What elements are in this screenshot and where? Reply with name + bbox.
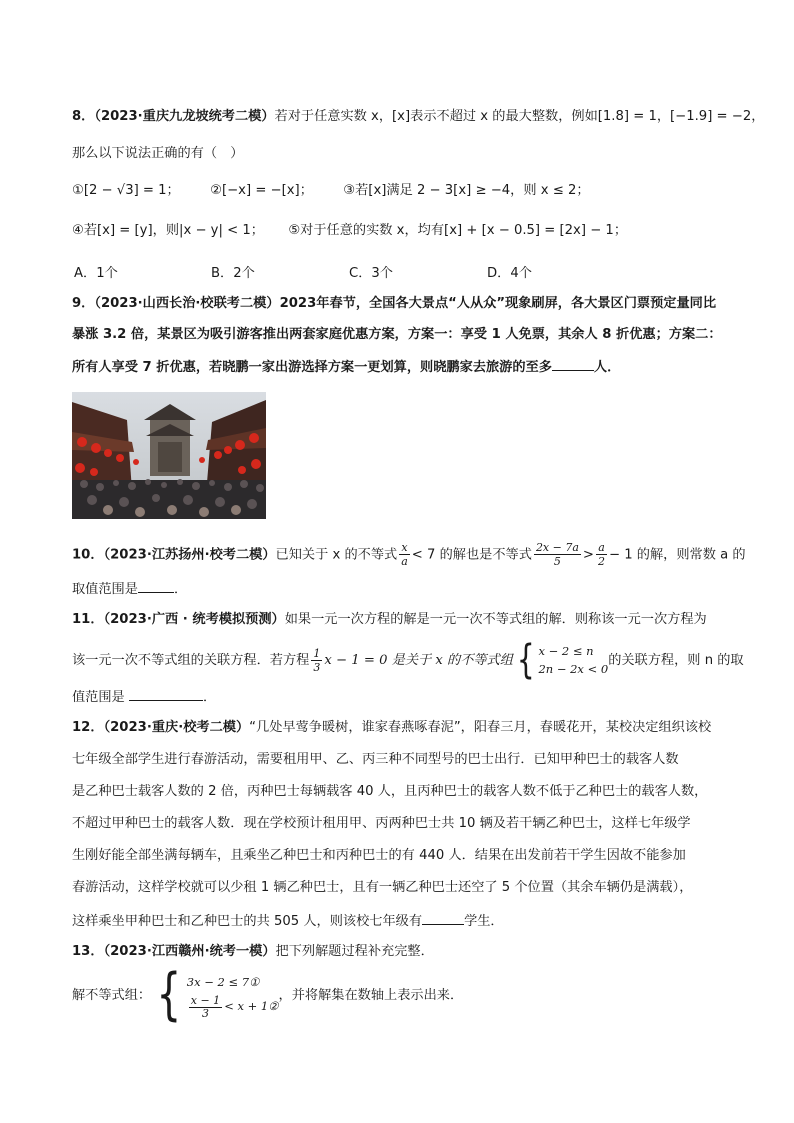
- q8-item5: ⑤对于任意的实数 x，均有[x] + [x − 0.5] = [2x] − 1；: [288, 223, 628, 238]
- q12-line6: 春游活动，这样学校就可以少租 1 辆乙种巴士，且有一辆乙种巴士还空了 5 个位置（其余车辆仍是满载），: [72, 880, 693, 895]
- q12-line4: 不超过甲种巴士的载客人数．现在学校预计租用甲、丙两种巴士共 10 辆及若干辆乙种巴士，这样七年级学: [72, 816, 691, 831]
- q9-source: 9．（2023·山西长治·校联考二模）: [72, 296, 280, 311]
- q13-system-line: 解不等式组：{ 3x − 2 ≤ 7① $\frac{x - 1}{3}$ < x + 1② ，并将解集在数轴上表示出来．: [72, 962, 464, 1027]
- q9-line2: 暴涨 3.2 倍，某景区为吸引游客推出两套家庭优惠方案，方案一：享受 1 人免票，其余人 8 折优惠；方案二：: [72, 327, 722, 342]
- q11-system: x − 2 ≤ n 2n − 2x < 0: [538, 644, 609, 676]
- q12-source: 12．（2023·重庆·校考二模）: [72, 720, 250, 735]
- q9-answer-blank[interactable]: [552, 356, 594, 371]
- q12-line5: 生刚好能全部坐满每辆车，且乘坐乙种巴士和丙种巴士的有 440 人．结果在出发前若干学生因故不能参加: [72, 848, 686, 863]
- q9-text3: 所有人享受 7 折优惠，若晓鹏一家出游选择方案一更划算，则晓鹏家去旅游的至多: [72, 360, 552, 375]
- q11-source: 11．（2023·广西 · 统考模拟预测）: [72, 612, 285, 627]
- street-crowd-photo: [72, 392, 266, 519]
- q13-system: 3x − 2 ≤ 7① $\frac{x - 1}{3}$ < x + 1②: [186, 975, 279, 1020]
- q9-text3-end: 人．: [593, 360, 621, 375]
- q10-line1: 10．（2023·江苏扬州·校考二模）已知关于 x 的不等式 $\frac{x}{a}$ < 7 的解也是不等式 $\frac{2x - 7a}{5}$ > $\frac{a}{2}$ − 1 的解，则常数 a 的: [72, 541, 746, 568]
- q11-answer-blank[interactable]: [129, 686, 203, 701]
- q8-stem-line2: 那么以下说法正确的有（ ）: [72, 146, 244, 161]
- q10-text-b: < 7 的解也是不等式: [411, 547, 532, 563]
- q10-source: 10．（2023·江苏扬州·校考二模）: [72, 547, 276, 563]
- q8-items-row1: [72, 181, 734, 201]
- q12-line1: 12．（2023·重庆·校考二模）“几处早莺争暖树，谁家春燕啄春泥”，阳春三月，春暖花开，某校决定组织该校: [72, 720, 712, 735]
- q12-line7: 这样乘坐甲种巴士和乙种巴士的共 505 人，则该校七年级有 学生．: [72, 910, 734, 932]
- q8-option-a[interactable]: A．1个: [74, 266, 118, 281]
- q9-line3: [72, 356, 734, 378]
- q11-system-brace: {: [516, 637, 535, 683]
- q8-items-row2: [72, 221, 734, 241]
- q8-stem: 若对于任意实数 x，[x]表示不超过 x 的最大整数，例如[1.8] = 1，[−1.9] = −2，: [274, 109, 765, 124]
- q9-text1: 2023年春节，全国各大景点“人从众”现象刷屏，各大景区门票预定量同比: [279, 296, 717, 311]
- q11-frac: $\frac{1}{3}$: [313, 646, 321, 674]
- q8-option-d[interactable]: D．4个: [487, 266, 532, 281]
- q11-line2: 该一元一次不等式组的关联方程．若方程 $\frac{1}{3}$ x − 1 = 0 是关于 x 的不等式组{ x − 2 ≤ n 2n − 2x < 0 的关联方程，则 n 的取: [72, 637, 744, 683]
- q10-text-a: 已知关于 x 的不等式: [275, 547, 398, 563]
- q8-option-c[interactable]: C．3个: [349, 266, 393, 281]
- q11-line1: 11．（2023·广西 · 统考模拟预测）如果一元一次方程的解是一元一次不等式组的解．则称该一元一次方程为: [72, 612, 707, 627]
- q10-frac1: $\frac{x}{a}$: [401, 541, 408, 568]
- q8-item1: ①[2 − √3] = 1；: [72, 183, 180, 198]
- q11-line3: 值范围是 ．: [72, 686, 734, 708]
- q10-text-d: − 1 的解，则常数 a 的: [608, 547, 746, 563]
- q8-item2: ②[−x] = −[x]；: [210, 183, 313, 198]
- q12-answer-blank[interactable]: [422, 910, 464, 925]
- q10-frac2: $\frac{2x - 7a}{5}$: [535, 541, 579, 568]
- q10-line2: 取值范围是 ．: [72, 578, 734, 600]
- q8-item3: ③若[x]满足 2 − 3[x] ≥ −4，则 x ≤ 2；: [343, 183, 590, 198]
- q8-option-b[interactable]: B．2个: [211, 266, 255, 281]
- q8-source: 8．（2023·重庆九龙坡统考二模）: [72, 109, 275, 124]
- q10-frac3: $\frac{a}{2}$: [597, 541, 605, 568]
- q10-answer-blank[interactable]: [138, 578, 174, 593]
- q9-line1: [72, 294, 734, 314]
- q12-line2: 七年级全部学生进行春游活动，需要租用甲、乙、丙三种不同型号的巴士出行．已知甲种巴士的载客人数: [72, 752, 679, 767]
- q13-source: 13．（2023·江西赣州·统考一模）: [72, 944, 276, 959]
- q8-stem-line1: [72, 107, 765, 127]
- q8-item4: ④若[x] = [y]，则|x − y| < 1；: [72, 223, 264, 238]
- q13-line1: 13．（2023·江西赣州·统考一模）把下列解题过程补充完整．: [72, 944, 434, 959]
- q12-line3: 是乙种巴士载客人数的 2 倍，丙种巴士每辆载客 40 人，且丙种巴士的载客人数不低于乙种巴士的载客人数，: [72, 784, 708, 799]
- q13-system-brace: {: [156, 962, 182, 1027]
